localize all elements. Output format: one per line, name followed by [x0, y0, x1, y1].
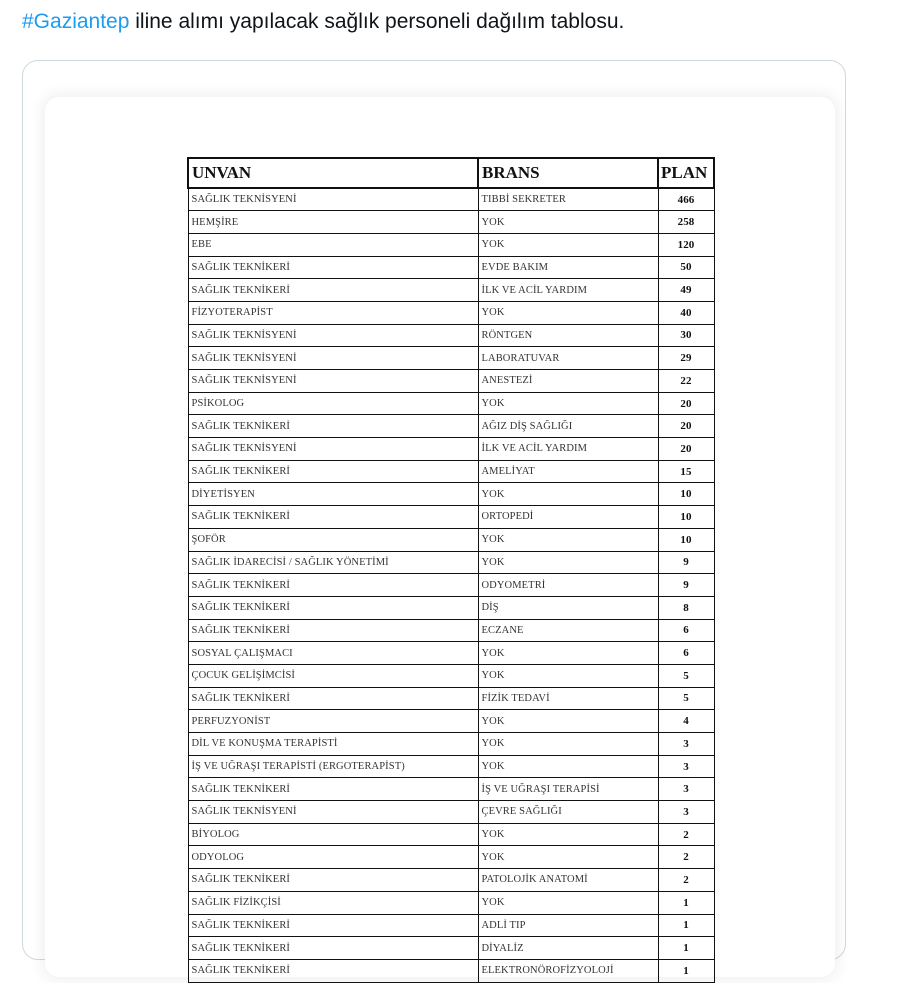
cell-brans: YOK	[478, 392, 658, 415]
cell-unvan: SAĞLIK TEKNİKERİ	[188, 574, 478, 597]
cell-brans: ELEKTRONÖROFİZYOLOJİ	[478, 959, 658, 982]
table-row	[188, 301, 714, 324]
cell-plan: 466	[658, 188, 714, 211]
table-row	[188, 324, 714, 347]
cell-brans: FİZİK TEDAVİ	[478, 687, 658, 710]
cell-unvan: SAĞLIK TEKNİSYENİ	[188, 370, 478, 393]
cell-unvan: SAĞLIK İDARECİSİ / SAĞLIK YÖNETİMİ	[188, 551, 478, 574]
cell-brans: İLK VE ACİL YARDIM	[478, 279, 658, 302]
table-row	[188, 846, 714, 869]
cell-brans: YOK	[478, 211, 658, 234]
table-row	[188, 528, 714, 551]
cell-unvan: SAĞLIK TEKNİKERİ	[188, 596, 478, 619]
table-row	[188, 211, 714, 234]
cell-brans: ÇEVRE SAĞLIĞI	[478, 801, 658, 824]
cell-brans: YOK	[478, 823, 658, 846]
cell-plan: 5	[658, 664, 714, 687]
table-row	[188, 596, 714, 619]
header-brans: BRANS	[478, 158, 658, 188]
cell-plan: 1	[658, 914, 714, 937]
cell-unvan: SAĞLIK TEKNİKERİ	[188, 415, 478, 438]
cell-plan: 20	[658, 415, 714, 438]
table-row	[188, 642, 714, 665]
cell-plan: 1	[658, 891, 714, 914]
cell-unvan: SAĞLIK FİZİKÇİSİ	[188, 891, 478, 914]
cell-brans: AMELİYAT	[478, 460, 658, 483]
cell-brans: İLK VE ACİL YARDIM	[478, 438, 658, 461]
cell-plan: 5	[658, 687, 714, 710]
table-row	[188, 438, 714, 461]
table-row	[188, 664, 714, 687]
cell-unvan: SAĞLIK TEKNİKERİ	[188, 914, 478, 937]
table-row	[188, 574, 714, 597]
table-row	[188, 279, 714, 302]
cell-plan: 10	[658, 483, 714, 506]
cell-plan: 1	[658, 959, 714, 982]
cell-plan: 40	[658, 301, 714, 324]
cell-plan: 2	[658, 846, 714, 869]
cell-unvan: DİL VE KONUŞMA TERAPİSTİ	[188, 733, 478, 756]
table-body	[188, 188, 714, 982]
cell-brans: YOK	[478, 755, 658, 778]
cell-plan: 3	[658, 778, 714, 801]
cell-unvan: PSİKOLOG	[188, 392, 478, 415]
cell-unvan: SAĞLIK TEKNİKERİ	[188, 937, 478, 960]
table-row	[188, 256, 714, 279]
cell-unvan: ODYOLOG	[188, 846, 478, 869]
cell-plan: 120	[658, 233, 714, 256]
cell-unvan: EBE	[188, 233, 478, 256]
cell-plan: 3	[658, 755, 714, 778]
cell-brans: ODYOMETRİ	[478, 574, 658, 597]
cell-plan: 15	[658, 460, 714, 483]
cell-plan: 9	[658, 551, 714, 574]
cell-unvan: SAĞLIK TEKNİSYENİ	[188, 324, 478, 347]
cell-unvan: SAĞLIK TEKNİKERİ	[188, 256, 478, 279]
cell-plan: 20	[658, 392, 714, 415]
header-plan: PLAN	[658, 158, 714, 188]
cell-unvan: FİZYOTERAPİST	[188, 301, 478, 324]
cell-brans: YOK	[478, 483, 658, 506]
table-row	[188, 483, 714, 506]
table-row	[188, 233, 714, 256]
cell-plan: 8	[658, 596, 714, 619]
cell-brans: YOK	[478, 733, 658, 756]
cell-plan: 30	[658, 324, 714, 347]
cell-plan: 3	[658, 801, 714, 824]
cell-unvan: SAĞLIK TEKNİKERİ	[188, 506, 478, 529]
cell-brans: İŞ VE UĞRAŞI TERAPİSİ	[478, 778, 658, 801]
table-row	[188, 937, 714, 960]
cell-plan: 1	[658, 937, 714, 960]
cell-brans: PATOLOJİK ANATOMİ	[478, 869, 658, 892]
cell-unvan: SAĞLIK TEKNİKERİ	[188, 279, 478, 302]
cell-unvan: HEMŞİRE	[188, 211, 478, 234]
cell-unvan: SAĞLIK TEKNİSYENİ	[188, 347, 478, 370]
table-row	[188, 755, 714, 778]
cell-plan: 3	[658, 733, 714, 756]
cell-brans: YOK	[478, 301, 658, 324]
cell-plan: 4	[658, 710, 714, 733]
cell-unvan: ŞOFÖR	[188, 528, 478, 551]
cell-brans: EVDE BAKIM	[478, 256, 658, 279]
cell-unvan: SAĞLIK TEKNİKERİ	[188, 460, 478, 483]
tweet-media-card[interactable]	[22, 60, 846, 977]
cell-plan: 22	[658, 370, 714, 393]
table-row	[188, 959, 714, 982]
cell-brans: ORTOPEDİ	[478, 506, 658, 529]
cell-unvan: ÇOCUK GELİŞİMCİSİ	[188, 664, 478, 687]
cell-brans: DİŞ	[478, 596, 658, 619]
document-image	[45, 97, 835, 977]
cell-plan: 49	[658, 279, 714, 302]
cell-unvan: SAĞLIK TEKNİSYENİ	[188, 438, 478, 461]
cell-brans: ADLİ TIP	[478, 914, 658, 937]
cell-brans: DİYALİZ	[478, 937, 658, 960]
cell-unvan: SAĞLIK TEKNİSYENİ	[188, 188, 478, 211]
cell-plan: 50	[658, 256, 714, 279]
cell-brans: RÖNTGEN	[478, 324, 658, 347]
table-row	[188, 460, 714, 483]
cell-plan: 29	[658, 347, 714, 370]
cell-brans: ANESTEZİ	[478, 370, 658, 393]
cell-unvan: SAĞLIK TEKNİKERİ	[188, 959, 478, 982]
cell-plan: 2	[658, 869, 714, 892]
cell-brans: YOK	[478, 551, 658, 574]
cell-unvan: SAĞLIK TEKNİKERİ	[188, 687, 478, 710]
hashtag-link[interactable]: #Gaziantep	[22, 10, 130, 33]
cell-unvan: İŞ VE UĞRAŞI TERAPİSTİ (ERGOTERAPİST)	[188, 755, 478, 778]
cell-brans: YOK	[478, 891, 658, 914]
cell-brans: YOK	[478, 664, 658, 687]
cell-unvan: SAĞLIK TEKNİSYENİ	[188, 801, 478, 824]
table-row	[188, 710, 714, 733]
cell-plan: 6	[658, 619, 714, 642]
table-header-row	[188, 158, 714, 188]
cell-plan: 10	[658, 528, 714, 551]
table-row	[188, 551, 714, 574]
cell-brans: YOK	[478, 642, 658, 665]
table-row	[188, 823, 714, 846]
table-row	[188, 891, 714, 914]
cell-unvan: SAĞLIK TEKNİKERİ	[188, 869, 478, 892]
cell-unvan: BİYOLOG	[188, 823, 478, 846]
table-row	[188, 778, 714, 801]
staff-distribution-table	[187, 157, 715, 983]
cell-brans: YOK	[478, 846, 658, 869]
table-row	[188, 347, 714, 370]
cell-unvan: PERFUZYONİST	[188, 710, 478, 733]
cell-unvan: SOSYAL ÇALIŞMACI	[188, 642, 478, 665]
cell-unvan: SAĞLIK TEKNİKERİ	[188, 619, 478, 642]
cell-plan: 9	[658, 574, 714, 597]
cell-brans: TIBBİ SEKRETER	[478, 188, 658, 211]
cell-brans: LABORATUVAR	[478, 347, 658, 370]
cell-plan: 20	[658, 438, 714, 461]
table-row	[188, 733, 714, 756]
cell-unvan: DİYETİSYEN	[188, 483, 478, 506]
cell-brans: ECZANE	[478, 619, 658, 642]
table-row	[188, 801, 714, 824]
cell-brans: YOK	[478, 710, 658, 733]
cell-plan: 10	[658, 506, 714, 529]
tweet-text	[22, 8, 624, 36]
table-row	[188, 687, 714, 710]
table-row	[188, 869, 714, 892]
cell-brans: AĞIZ DİŞ SAĞLIĞI	[478, 415, 658, 438]
cell-brans: YOK	[478, 233, 658, 256]
table-row	[188, 370, 714, 393]
table-row	[188, 914, 714, 937]
cell-plan: 6	[658, 642, 714, 665]
table-row	[188, 188, 714, 211]
cell-unvan: SAĞLIK TEKNİKERİ	[188, 778, 478, 801]
cell-plan: 258	[658, 211, 714, 234]
header-unvan: UNVAN	[188, 158, 478, 188]
table-row	[188, 619, 714, 642]
tweet-body: iline alımı yapılacak sağlık personeli dağılım tablosu.	[129, 10, 625, 33]
table-row	[188, 392, 714, 415]
cell-plan: 2	[658, 823, 714, 846]
table-row	[188, 506, 714, 529]
cell-brans: YOK	[478, 528, 658, 551]
table-row	[188, 415, 714, 438]
